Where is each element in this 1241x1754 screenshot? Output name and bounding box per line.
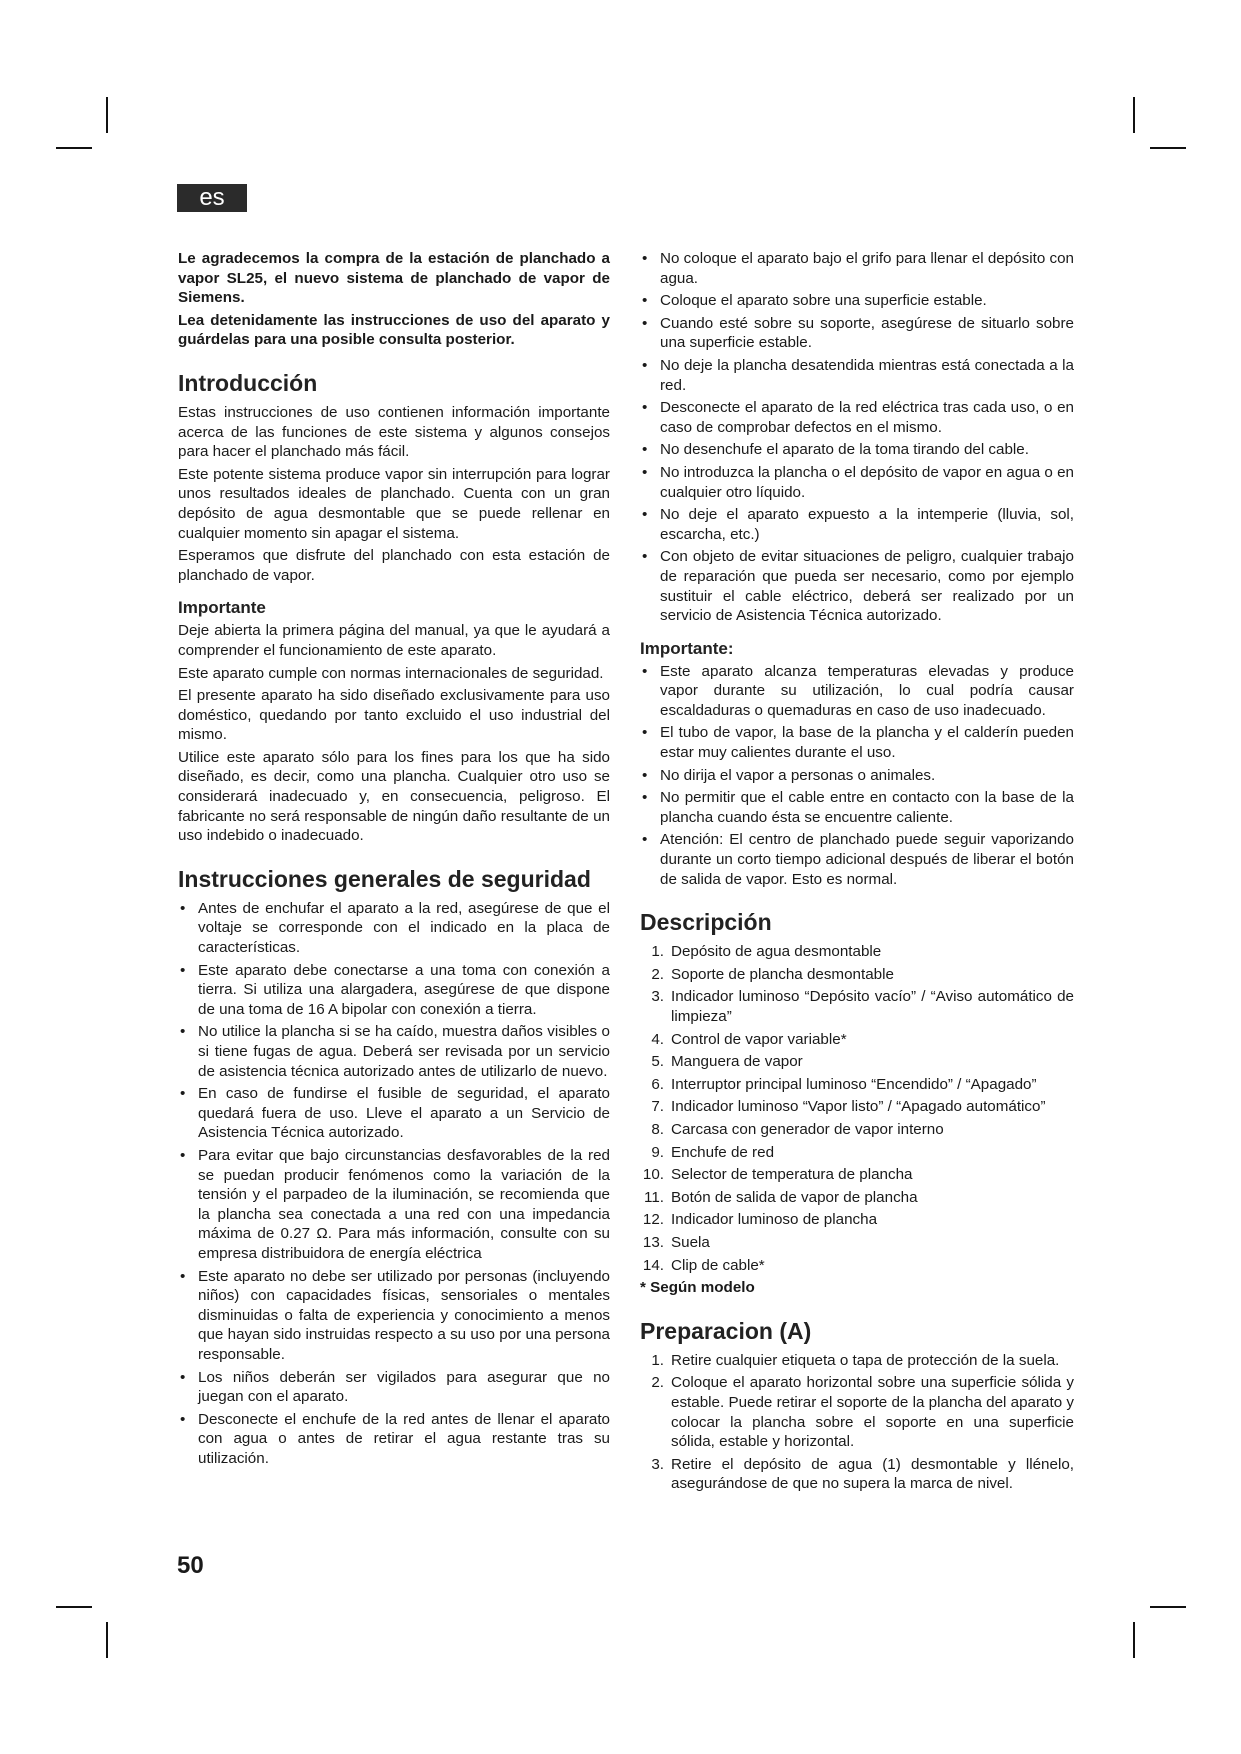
list-item: • Los niños deberán ser vigilados para asegurar que no juegan con el aparato. xyxy=(178,1368,610,1407)
paragraph: El presente aparato ha sido diseñado exclusivamente para uso doméstico, quedando por tanto excluido el uso industrial del mismo. xyxy=(178,687,610,744)
list-item: • No introduzca la plancha o el depósito de vapor en agua o en cualquier otro líquido. xyxy=(640,463,1074,502)
list-item: • Con objeto de evitar situaciones de peligro, cualquier trabajo de reparación que pueda ser necesario, como por ejemplo sustituir el cable eléctrico, deberá ser realizado por un servicio de Asistencia Técnica autorizado. xyxy=(640,547,1074,625)
list-item: • Antes de enchufar el aparato a la red, asegúrese de que el voltaje se corresponde con el indicado en la placa de características. xyxy=(178,899,610,958)
paragraph: Este aparato cumple con normas internacionales de seguridad. xyxy=(178,664,604,682)
list-item: 4. Control de vapor variable* xyxy=(651,1030,847,1048)
preparation-list xyxy=(640,1351,1074,1494)
subsection-title-importante: Importante xyxy=(178,598,266,618)
list-item: 14. Clip de cable* xyxy=(642,1256,765,1274)
model-note: * Según modelo xyxy=(640,1279,755,1297)
safety-list xyxy=(178,899,610,1469)
list-item: 2. Coloque el aparato horizontal sobre una superficie sólida y estable. Puede retirar el soporte de la plancha del aparato y colocar la plancha sobre el soporte en una superficie sólida, estable y horizontal. xyxy=(651,1374,1074,1451)
list-item: 3. Indicador luminoso “Depósito vacío” / “Aviso automático de limpieza” xyxy=(651,988,1074,1025)
list-item: 13. Suela xyxy=(642,1233,710,1251)
paragraph: Este potente sistema produce vapor sin interrupción para lograr unos resultados ideales de planchado. Cuenta con un gran depósito de agua desmontable que se puede rellenar en cualquier momento sin apagar el sistema. xyxy=(178,465,610,542)
subsection-title-importante-2: Importante: xyxy=(640,638,734,658)
list-item: • Este aparato no debe ser utilizado por personas (incluyendo niños) con capacidades físicas, sensoriales o mentales disminuidas o falta de experiencia y conocimiento a menos que hayan sido instruidas respecto a su uso por una persona responsable. xyxy=(178,1267,610,1365)
crop-mark xyxy=(106,97,108,133)
description-list xyxy=(640,942,1074,1275)
list-item: • Atención: El centro de planchado puede seguir vaporizando durante un corto tiempo adicional después de liberar el botón de salida de vapor. Esto es normal. xyxy=(640,830,1074,889)
list-item: 9. Enchufe de red xyxy=(651,1143,775,1161)
intro-thanks: Le agradecemos la compra de la estación de planchado a vapor SL25, el nuevo sistema de planchado de vapor de Siemens. xyxy=(178,250,610,307)
list-item: 2. Soporte de plancha desmontable xyxy=(651,965,894,983)
crop-mark xyxy=(1133,97,1135,133)
list-item: 7. Indicador luminoso “Vapor listo” / “Apagado automático” xyxy=(651,1098,1046,1116)
list-item: • No deje el aparato expuesto a la intemperie (lluvia, sol, escarcha, etc.) xyxy=(640,505,1074,544)
list-item: 6. Interruptor principal luminoso “Encendido” / “Apagado” xyxy=(651,1075,1037,1093)
list-item: • En caso de fundirse el fusible de seguridad, el aparato quedará fuera de uso. Lleve el aparato a un Servicio de Asistencia Técnica autorizado. xyxy=(178,1084,610,1143)
list-item: • Este aparato debe conectarse a una toma con conexión a tierra. Si utiliza una alargadera, asegúrese de que dispone de una toma de 16 A bipolar con conexión a tierra. xyxy=(178,961,610,1020)
list-item: • Cuando esté sobre su soporte, asegúrese de situarlo sobre una superficie estable. xyxy=(640,314,1074,353)
list-item: • No utilice la plancha si se ha caído, muestra daños visibles o si tiene fugas de agua. Deberá ser revisada por un servicio de asistencia técnica autorizado antes de utilizarlo de nuevo. xyxy=(178,1022,610,1081)
list-item: • No dirija el vapor a personas o animales. xyxy=(640,766,1074,786)
list-item: • Desconecte el aparato de la red eléctrica tras cada uso, o en caso de comprobar defectos en el mismo. xyxy=(640,398,1074,437)
list-item: 8. Carcasa con generador de vapor interno xyxy=(651,1120,944,1138)
list-item: • Para evitar que bajo circunstancias desfavorables de la red se puedan producir fenómenos como la variación de la tensión y el parpadeo de la iluminación, se recomienda que la plancha sea conectada a una red con una impedancia máxima de 0.27 Ω. Para más información, consulte con su empresa distribuidora de energía eléctrica xyxy=(178,1146,610,1264)
list-item: • El tubo de vapor, la base de la plancha y el calderín pueden estar muy calientes durante el uso. xyxy=(640,723,1074,762)
section-title-introduccion: Introducción xyxy=(178,369,318,396)
section-title-descripcion: Descripción xyxy=(640,909,772,936)
list-item: 10. Selector de temperatura de plancha xyxy=(642,1166,913,1184)
paragraph: Deje abierta la primera página del manual, ya que le ayudará a comprender el funcionamiento de este aparato. xyxy=(178,622,610,659)
section-title-seguridad: Instrucciones generales de seguridad xyxy=(178,865,591,892)
crop-mark xyxy=(106,1622,108,1658)
safety-list-continued xyxy=(640,249,1074,626)
paragraph: Esperamos que disfrute del planchado con esta estación de planchado de vapor. xyxy=(178,547,610,584)
list-item: • Este aparato alcanza temperaturas elevadas y produce vapor durante su utilización, lo cual podría causar escaldaduras o quemaduras en caso de uso inadecuado. xyxy=(640,662,1074,721)
list-item: 3. Retire el depósito de agua (1) desmontable y llénelo, asegurándose de que no supera la marca de nivel. xyxy=(651,1455,1074,1493)
crop-mark xyxy=(1150,147,1186,149)
list-item: • No desenchufe el aparato de la toma tirando del cable. xyxy=(640,440,1074,460)
list-item: 1. Depósito de agua desmontable xyxy=(651,943,882,961)
language-badge: es xyxy=(177,184,247,212)
importante-list xyxy=(640,662,1074,890)
list-item: 12. Indicador luminoso de plancha xyxy=(642,1211,878,1229)
paragraph: Estas instrucciones de uso contienen información importante acerca de las funciones de este sistema y algunos consejos para hacer el planchado más fácil. xyxy=(178,403,610,461)
list-item: 11. Botón de salida de vapor de plancha xyxy=(644,1188,918,1206)
list-item: • No deje la plancha desatendida mientras está conectada a la red. xyxy=(640,356,1074,395)
crop-mark xyxy=(56,1606,92,1608)
crop-mark xyxy=(1150,1606,1186,1608)
intro-read-note: Lea detenidamente las instrucciones de uso del aparato y guárdelas para una posible consulta posterior. xyxy=(178,311,610,349)
list-item: • No coloque el aparato bajo el grifo para llenar el depósito con agua. xyxy=(640,249,1074,288)
crop-mark xyxy=(56,147,92,149)
page-number: 50 xyxy=(177,1552,204,1579)
list-item: 1. Retire cualquier etiqueta o tapa de protección de la suela. xyxy=(651,1351,1060,1369)
paragraph: Utilice este aparato sólo para los fines para los que ha sido diseñado, es decir, como una plancha. Cualquier otro uso se considerará inadecuado y, en consecuencia, peligroso. El fabricante no será responsable de ningún daño resultante de un uso indebido o inadecuado. xyxy=(178,748,610,845)
list-item: • Desconecte el enchufe de la red antes de llenar el aparato con agua o antes de retirar el agua restante tras su utilización. xyxy=(178,1410,610,1469)
list-item: 5. Manguera de vapor xyxy=(651,1053,803,1071)
crop-mark xyxy=(1133,1622,1135,1658)
left-column xyxy=(178,249,610,1471)
section-title-preparacion: Preparacion (A) xyxy=(640,1317,812,1344)
list-item: • Coloque el aparato sobre una superficie estable. xyxy=(640,291,1074,311)
right-column xyxy=(640,249,1074,1497)
list-item: • No permitir que el cable entre en contacto con la base de la plancha cuando ésta se encuentre caliente. xyxy=(640,788,1074,827)
